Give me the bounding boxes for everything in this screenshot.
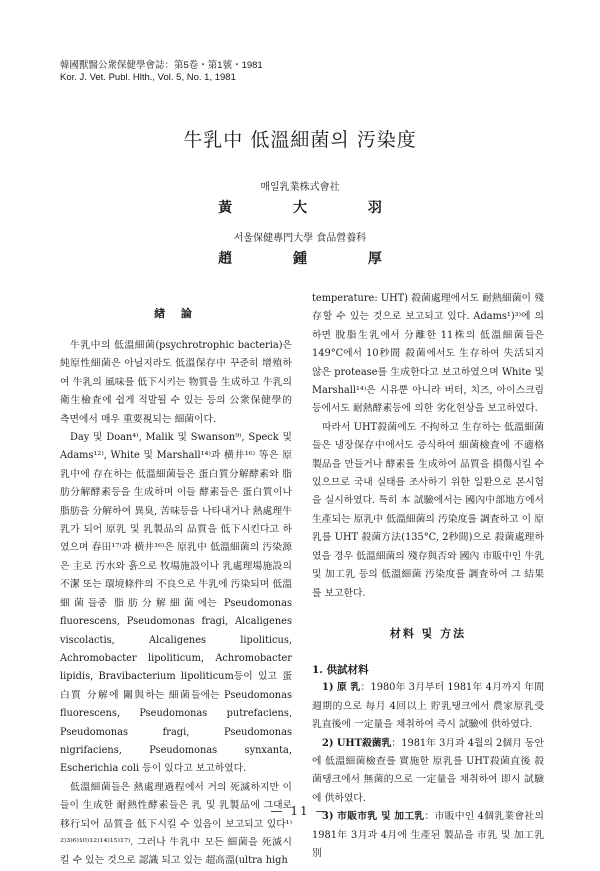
paragraph: 따라서 UHT殺菌에도 不拘하고 生存하는 低溫細菌들은 냉장保存中에서도 증식하여 細菌檢査에 不適格製品을 만들거나 酵素를 生成하여 品質을 損傷시킬 수 있으므로 국내 실태를 조사하기 위한 일환으로 본시험을 실시하였다. 특히 本 試驗에서는 國內中部地方에서 生產되는 原乳中 低溫細菌의 汚染度를 調査하고 이 原乳를 UHT 殺菌方法(135°C, 2秒間)으로 殺菌處理하였을 경우 低溫細菌의 殘存與否와 國內 市販中인 牛乳및 加工乳 등의 低溫細菌 汚染度를 調査하여 그 結果를 보고한다. bbox=[312, 421, 544, 599]
methods-heading: 材料 및 方法 bbox=[389, 626, 467, 640]
paragraph: 牛乳中의 低溫細菌(psychrotrophic bacteria)은 純原性細菌은 아닐지라도 低溫保存中 꾸준히 增殖하여 牛乳의 風味를 低下시키는 物質을 生成하고 牛乳의 衛生檢査에 쉽게 적발될 수 있는 등의 公衆保健學的 측면에서 매우 重要視되는 細菌이다. bbox=[60, 340, 292, 425]
left-column bbox=[60, 305, 292, 871]
samples-heading: 1. 供試材料 bbox=[312, 663, 369, 676]
journal-header bbox=[60, 60, 263, 84]
affiliation-1: 매일乳業株式會社 bbox=[260, 182, 340, 193]
item-label: 1) 原 乳 bbox=[322, 682, 361, 694]
item-label: 3) 市販市乳 및 加工乳 bbox=[322, 811, 425, 823]
right-column bbox=[312, 290, 544, 863]
item-uht-milk bbox=[312, 735, 544, 809]
page-number: — 11 — bbox=[270, 804, 330, 818]
item-text: ：1980年 3月부터 1981年 4月까지 年間 週期的으로 每月 4回以上 貯乳탱크에서 農家原乳受乳直後에 一定量을 채취하여 즉시 試驗에 供하였다. bbox=[312, 682, 544, 731]
item-text: ：市販中인 4個乳業會社의 1981年 3月과 4月에 生產된 製品을 市乳 및 加工乳別 bbox=[312, 811, 544, 859]
paragraph: Day 및 Doan⁴⁾, Malik 및 Swanson⁹⁾, Speck 및 Adams¹²⁾, White 및 Marshall¹⁴⁾과 横井¹⁶⁾ 等은 原乳中에 存在하는 低溫細菌들은 蛋白質分解酵素와 脂肪分解酵素등을 生成하며 이들 酵素들은 蛋白質이나 脂肪을 分解하여 異臭, 苦味등을 나타내거나 熱處理牛乳가 되어 原乳 및 乳製品의 品質을 低下시킨다고 하였으며 春田¹⁷⁾과 横井¹⁶⁾은 原乳中 低溫細菌의 汚染源은 主로 汚水와 흙으로 牧場施設이나 乳處理場施設의 不潔 또는 環境條件의 不良으로 牛乳에 汚染되며 低溫細菌들중 脂肪分解細菌에는 Pseudomonas fluorescens, Pseudomonas fragi, Alcaligenes viscolactis, Alcaligenes lipoliticus, Achromobacter lipoliticum, Achromobacter lipidis, Bravibacterium lipoliticum등이 있고 蛋白質 分解에 關與하는 細菌들에는 Pseudomonas fluorescens, Pseudomonas putrefaciens, Pseudomonas fragi, Pseudomonas nigrifaciens, Pseudomonas synxanta, Escherichia coli 등이 있다고 보고하였다. bbox=[60, 432, 292, 775]
paper-title: 牛乳中 低溫細菌의 汚染度 bbox=[183, 129, 417, 151]
paragraph: 低溫細菌들은 熱處理過程에서 거의 死滅하지만 이들이 生成한 耐熱性酵素들은 乳 및 乳製品에 그대로 移行되어 品質을 低下시킬 수 있음이 보고되고 있다¹⁾²⁾³⁾⁶⁾¹⁰⁾¹²⁾¹⁴⁾¹⁵⁾¹⁷⁾. 그러나 牛乳中 모든 細菌을 死滅시킬 수 있는 것으로 認識 되고 있는 超高溫(ultra high bbox=[60, 781, 292, 867]
author-2: 趙 鍾 厚 bbox=[218, 251, 410, 267]
item-text: ：1981年 3月과 4월의 2個月 동안에 低溫細菌檢查를 實施한 原乳를 UHT殺菌直後 殺菌탱크에서 無菌的으로 一定量을 채취하여 即시 試驗에 供하였다. bbox=[312, 737, 544, 804]
journal-line-english: Kor. J. Vet. Publ. Hlth., Vol. 5, No. 1, 1981 bbox=[60, 72, 236, 83]
paragraph: temperature: UHT) 殺菌處理에서도 耐熱細菌이 殘存할 수 있는 것으로 보고되고 있다. Adams¹)³⁾에 의하면 脫脂生乳에서 分離한 11株의 低溫細菌들은 149°C에서 10秒間 殺菌에서도 生存하여 失活되지 않은 protease를 生成한다고 보고하였으며 White 및 Marshall¹⁴⁾은 시유뿐 아니라 버터, 치즈, 아이스크림등에서도 耐熱酵素등에 의한 劣化현상을 보고하였다. bbox=[312, 293, 544, 415]
item-raw-milk bbox=[312, 679, 544, 734]
affiliation-2: 서울保健專門大學 食品營養科 bbox=[233, 233, 367, 244]
intro-heading: 緖 論 bbox=[154, 307, 198, 320]
author-1: 黃 大 羽 bbox=[218, 200, 410, 216]
item-label: 2) UHT殺菌乳 bbox=[322, 737, 392, 749]
journal-line-korean: 韓國獸醫公衆保健學會誌：第5卷・第1號・1981 bbox=[60, 60, 263, 71]
